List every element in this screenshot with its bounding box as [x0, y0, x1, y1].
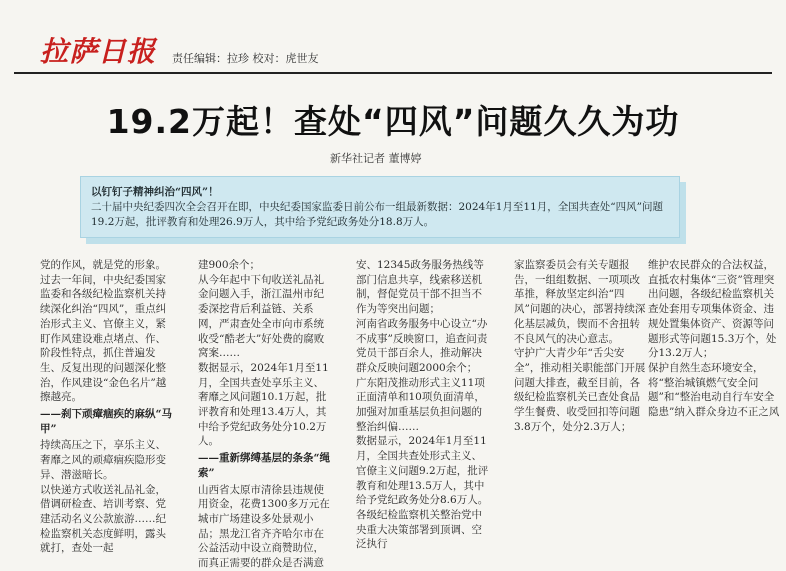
article-column-1	[40, 258, 176, 555]
masthead-rule	[14, 72, 772, 74]
section-subhead: ——刹下顽瘴痼疾的麻纵“马甲”	[40, 408, 173, 435]
paragraph: 维护农民群众的合法权益，直抵农村集体“三资”管理突出问题，各级纪检监察机关查处套用专项集体资金、违规处置集体资产、资源等问题形式等问题15.3万个，处分13.2万人；	[648, 259, 777, 360]
paragraph: 广东阳茂推动形式主义11项正面清单和10项负面清单，加强对加重基层负担问题的整治纠偏……	[356, 376, 485, 433]
paragraph: 从今年起中下旬收送礼品礼金问题入手，浙江温州市纪委深挖背后利益链、关系网，严肃查处全市向市系统收受“酷老大”好处费的腐败窝案……	[198, 273, 325, 360]
summary-box	[80, 176, 680, 238]
paragraph: 守护广大青少年“舌尖安全”，推动相关职能部门开展问题大排查，截至目前，各级纪检监察机关已查处食品学生餐费、收受回扣等问题3.8万个，处分2.3万人；	[514, 347, 646, 433]
paragraph: 家监察委员会有关专题报告，一组组数据、一项项改革推，释放坚定纠治“四风”问题的决心，部署持续深化基层减负，锲而不舍扭转不良风气的决心意志。	[514, 259, 646, 345]
paragraph: 各级纪检监察机关整治党中央重大决策部署到顶调、空泛执行	[356, 508, 482, 551]
paragraph: 安、12345政务服务热线等部门信息共享，线索移送机制，督促党员干部不担当不作为等突出问题；	[356, 259, 484, 316]
editor-credits: 责任编辑：拉珍 校对：虎世友	[172, 52, 319, 65]
section-subhead: ——重新绑缚基层的条条“绳索”	[198, 452, 331, 479]
newspaper-logo: 拉萨日报	[40, 35, 157, 68]
paragraph: 河南省政务服务中心设立“办不成事”反映窗口，追查问责党员干部百余人，推动解决群众反映问题2000余个；	[356, 317, 488, 374]
summary-text: 二十届中央纪委四次全会召开在即，中央纪委国家监委日前公布一组最新数据：2024年1月至11月，全国共查处“四风”问题19.2万起，批评教育和处理26.9万人，其中给予党纪政务处分18.8万人。	[91, 201, 663, 228]
paragraph: 持续高压之下，享乐主义、奢靡之风的顽瘴痼疾隐形变异、潜滋暗长。	[40, 439, 166, 481]
headline: 19.2万起！查处“四风”问题久久为功	[106, 102, 680, 141]
summary-lead: 以钉钉子精神纠治“四风”！	[91, 186, 219, 198]
paragraph: 建900余个；	[198, 259, 261, 271]
paragraph: 数据显示，2024年1月至11月，全国共查处形式主义、官僚主义问题9.2万起，批评教育和处理13.5万人，其中给予党纪政务处分8.6万人。	[356, 435, 489, 507]
paragraph: 山西省太原市清徐县违规使用资金，花费1300多万元在城市广场建设多处景观小品；黑龙江省齐齐哈尔市在公益活动中设立商赞助位，而真正需要的群众是否满意	[198, 483, 330, 570]
byline: 新华社记者 董博婷	[330, 152, 422, 165]
paragraph: 以快递方式收送礼品礼金，借调研检查、培训考察、党建活动名义公款旅游……纪检监察机关态度鲜明，露头就打，查处一起	[40, 483, 166, 555]
article-column-3	[356, 258, 492, 551]
paragraph: 过去一年间，中央纪委国家监委和各级纪检监察机关持续深化纠治“四风”，重点纠治形式主义、官僚主义，紧盯作风建设难点堵点、作、阶段性特点，抓住普遍发生、反复出现的问题深化整治，作风建设“金色名片”越擦越亮。	[40, 273, 167, 404]
article-column-4	[514, 258, 650, 507]
article-column-5	[648, 258, 780, 507]
article-column-2	[198, 258, 334, 570]
masthead	[0, 0, 786, 72]
paragraph: 党的作风，就是党的形象。	[40, 259, 166, 271]
paragraph: 保护自然生态环境安全，将“整治城镇燃气安全问题”和“整治电动自行车安全隐患”纳入群众身边不正之风	[648, 361, 780, 419]
paragraph: 数据显示，2024年1月至11月，全国共查处享乐主义、奢靡之风问题10.1万起，批评教育和处理13.4万人，其中给予党纪政务处分10.2万人。	[198, 361, 329, 448]
